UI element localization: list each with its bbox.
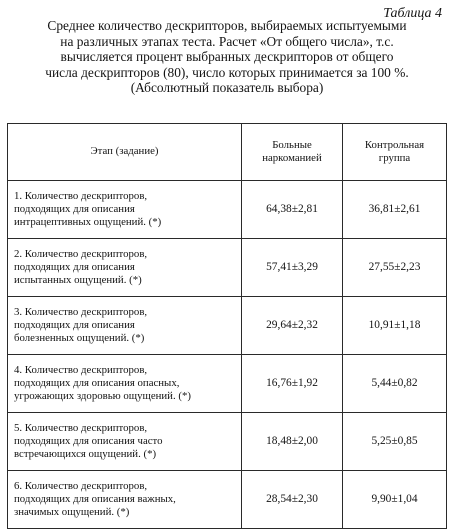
caption-line: Среднее количество дескрипторов, выбираемых испытуемыми [47,18,407,33]
table-row [8,181,447,239]
stage-line: подходящих для описания важных, [14,492,176,505]
header-control [343,124,447,181]
patients-value: 18,48±2,00 [242,413,343,471]
control-value: 36,81±2,61 [343,181,447,239]
stage-line: значимых ощущений. (*) [14,506,130,519]
stage-line: подходящих для описания [14,318,135,331]
header-control-line: группа [378,152,411,164]
stage-line: болезненных ощущений. (*) [14,332,145,345]
table-row [8,471,447,529]
stage-cell [8,471,242,529]
stage-line: подходящих для описания [14,260,135,273]
table-header-row [8,124,447,181]
patients-value: 28,54±2,30 [242,471,343,529]
stage-cell [8,181,242,239]
stage-line: подходящих для описания опасных, [14,376,180,389]
stage-line: 2. Количество дескрипторов, [14,247,148,260]
stage-cell [8,413,242,471]
control-value: 5,44±0,82 [343,355,447,413]
control-value: 10,91±1,18 [343,297,447,355]
stage-line: 5. Количество дескрипторов, [14,421,148,434]
header-patients-line: Больные [272,138,312,151]
patients-value: 29,64±2,32 [242,297,343,355]
stage-line: 4. Количество дескрипторов, [14,363,148,376]
control-value: 27,55±2,23 [343,239,447,297]
stage-line: подходящих для описания [14,202,135,215]
caption-line: на различных этапах теста. Расчет «От общего числа», т.с. [60,33,394,49]
stage-cell [8,355,242,413]
stage-line: встречающихся ощущений. (*) [14,448,157,461]
table-number-label: Таблица 4 [383,6,442,21]
patients-value: 64,38±2,81 [242,181,343,239]
caption-line: вычисляется процент выбранных дескрипторов от общего [60,49,394,65]
caption-line: (Абсолютный показатель выбора) [130,80,324,96]
caption-line: числа дескрипторов (80), число которых принимается за 100 %. [45,64,409,80]
stage-line: 3. Количество дескрипторов, [14,305,148,318]
patients-value: 16,76±1,92 [242,355,343,413]
descriptor-table [7,123,447,529]
stage-line: 6. Количество дескрипторов, [14,479,148,492]
patients-value: 57,41±3,29 [242,239,343,297]
table-row [8,355,447,413]
stage-cell [8,297,242,355]
stage-line: угрожающих здоровью ощущений. (*) [14,390,191,403]
control-value: 5,25±0,85 [343,413,447,471]
table-caption [10,18,444,96]
stage-line: интрацептивных ощущений. (*) [14,216,162,229]
stage-cell [8,239,242,297]
header-stage-text: Этап (задание) [90,145,159,158]
control-value: 9,90±1,04 [343,471,447,529]
stage-line: испытанных ощущений. (*) [14,274,142,287]
header-control-line: Контрольная [364,138,425,151]
table-row [8,239,447,297]
table-row [8,297,447,355]
table-row [8,413,447,471]
stage-line: подходящих для описания часто [14,434,163,447]
header-stage [8,124,242,181]
stage-line: 1. Количество дескрипторов, [14,189,148,202]
header-patients [242,124,343,181]
header-patients-line: наркоманией [262,152,322,164]
